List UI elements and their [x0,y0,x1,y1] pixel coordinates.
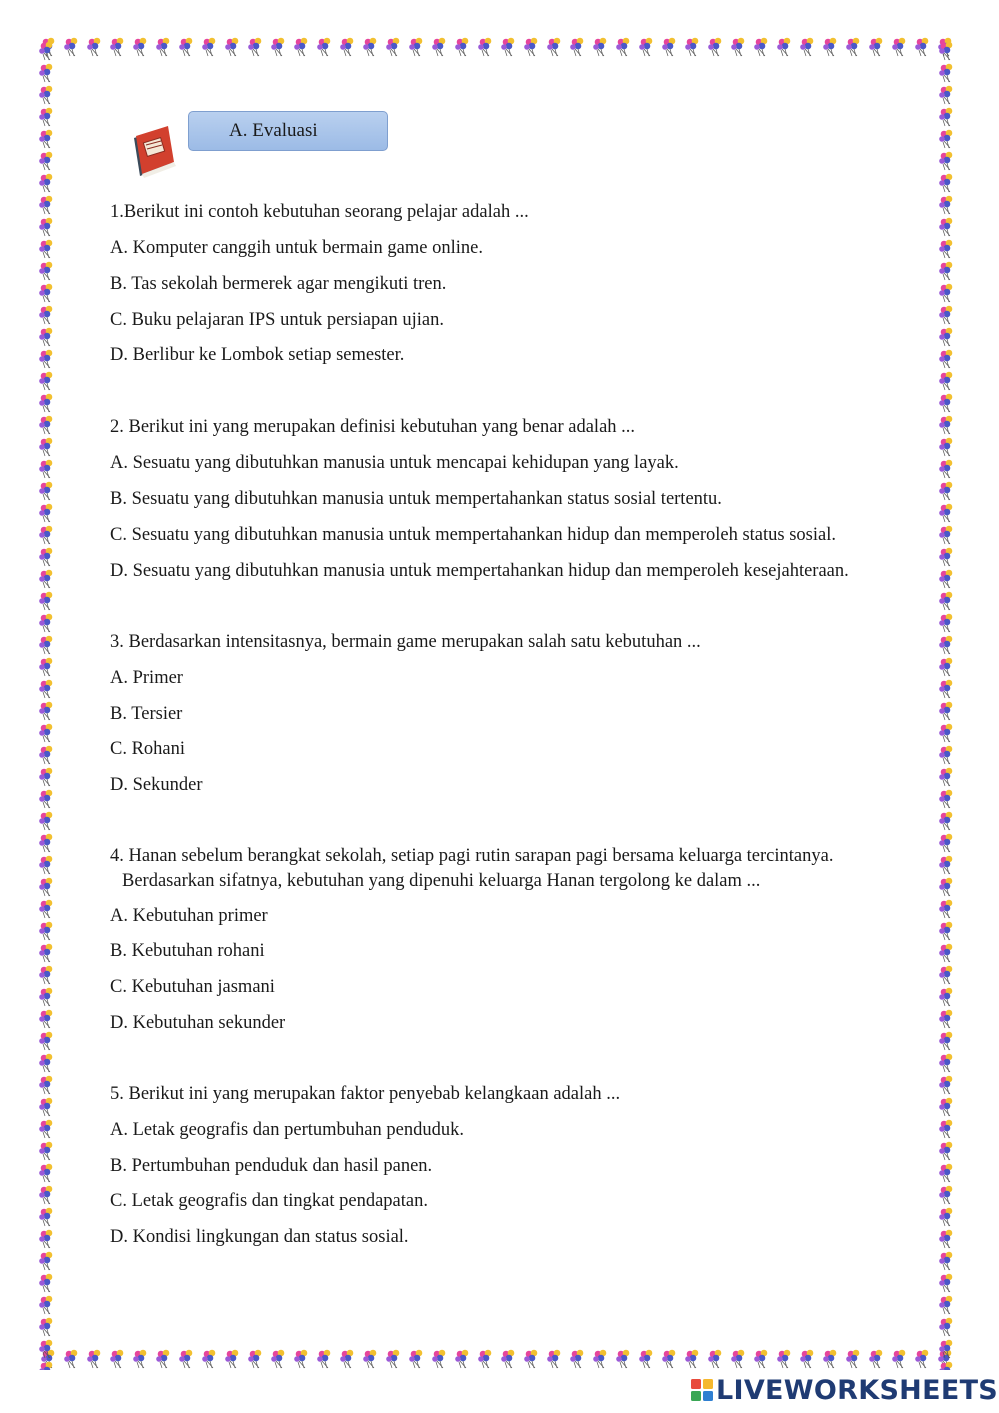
question-4: 4. Hanan sebelum berangkat sekolah, setiap pagi rutin sarapan pagi bersama keluarga tercintanya. [110,846,834,866]
question-4-option-d[interactable]: D. Kebutuhan sekunder [110,1013,286,1033]
question-4-option-b[interactable]: B. Kebutuhan rohani [110,941,265,961]
question-5-option-c[interactable]: C. Letak geografis dan tingkat pendapatan. [110,1191,428,1211]
question-4-continued: Berdasarkan sifatnya, kebutuhan yang dipenuhi keluarga Hanan tergolong ke dalam ... [122,871,761,891]
book-icon [130,124,186,178]
question-5: 5. Berikut ini yang merupakan faktor penyebab kelangkaan adalah ... [110,1084,621,1104]
question-1: 1.Berikut ini contoh kebutuhan seorang pelajar adalah ... [110,202,529,222]
section-title: A. Evaluasi [229,120,318,141]
question-5-option-d[interactable]: D. Kondisi lingkungan dan status sosial. [110,1227,409,1247]
question-1-option-a[interactable]: A. Komputer canggih untuk bermain game online. [110,238,483,258]
liveworksheets-logo[interactable] [690,1374,998,1406]
question-2-option-c[interactable]: C. Sesuatu yang dibutuhkan manusia untuk mempertahankan hidup dan memperoleh status sosial. [110,525,836,545]
question-3: 3. Berdasarkan intensitasnya, bermain game merupakan salah satu kebutuhan ... [110,632,701,652]
question-4-option-a[interactable]: A. Kebutuhan primer [110,906,268,926]
question-3-option-b[interactable]: B. Tersier [110,704,183,724]
question-1-option-c[interactable]: C. Buku pelajaran IPS untuk persiapan ujian. [110,310,444,330]
balloon-border-right [938,40,960,1370]
balloon-border-left [38,40,60,1370]
balloon-border-bottom [40,1348,960,1370]
question-3-option-d[interactable]: D. Sekunder [110,775,203,795]
question-2: 2. Berikut ini yang merupakan definisi kebutuhan yang benar adalah ... [110,417,636,437]
balloon-border-top [40,36,960,58]
question-5-option-b[interactable]: B. Pertumbuhan penduduk dan hasil panen. [110,1156,433,1176]
section-title-box [188,111,388,151]
question-3-option-c[interactable]: C. Rohani [110,739,186,759]
logo-blocks-icon [690,1377,714,1403]
question-1-option-b[interactable]: B. Tas sekolah bermerek agar mengikuti tren. [110,274,447,294]
question-2-option-a[interactable]: A. Sesuatu yang dibutuhkan manusia untuk mencapai kehidupan yang layak. [110,453,679,473]
question-1-option-d[interactable]: D. Berlibur ke Lombok setiap semester. [110,345,405,365]
question-2-option-b[interactable]: B. Sesuatu yang dibutuhkan manusia untuk mempertahankan status sosial tertentu. [110,489,722,509]
question-5-option-a[interactable]: A. Letak geografis dan pertumbuhan penduduk. [110,1120,464,1140]
question-3-option-a[interactable]: A. Primer [110,668,183,688]
logo-text: LIVEWORKSHEETS [716,1374,999,1406]
question-4-option-c[interactable]: C. Kebutuhan jasmani [110,977,275,997]
question-2-option-d[interactable]: D. Sesuatu yang dibutuhkan manusia untuk mempertahankan hidup dan memperoleh kesejahteraan. [110,561,849,581]
